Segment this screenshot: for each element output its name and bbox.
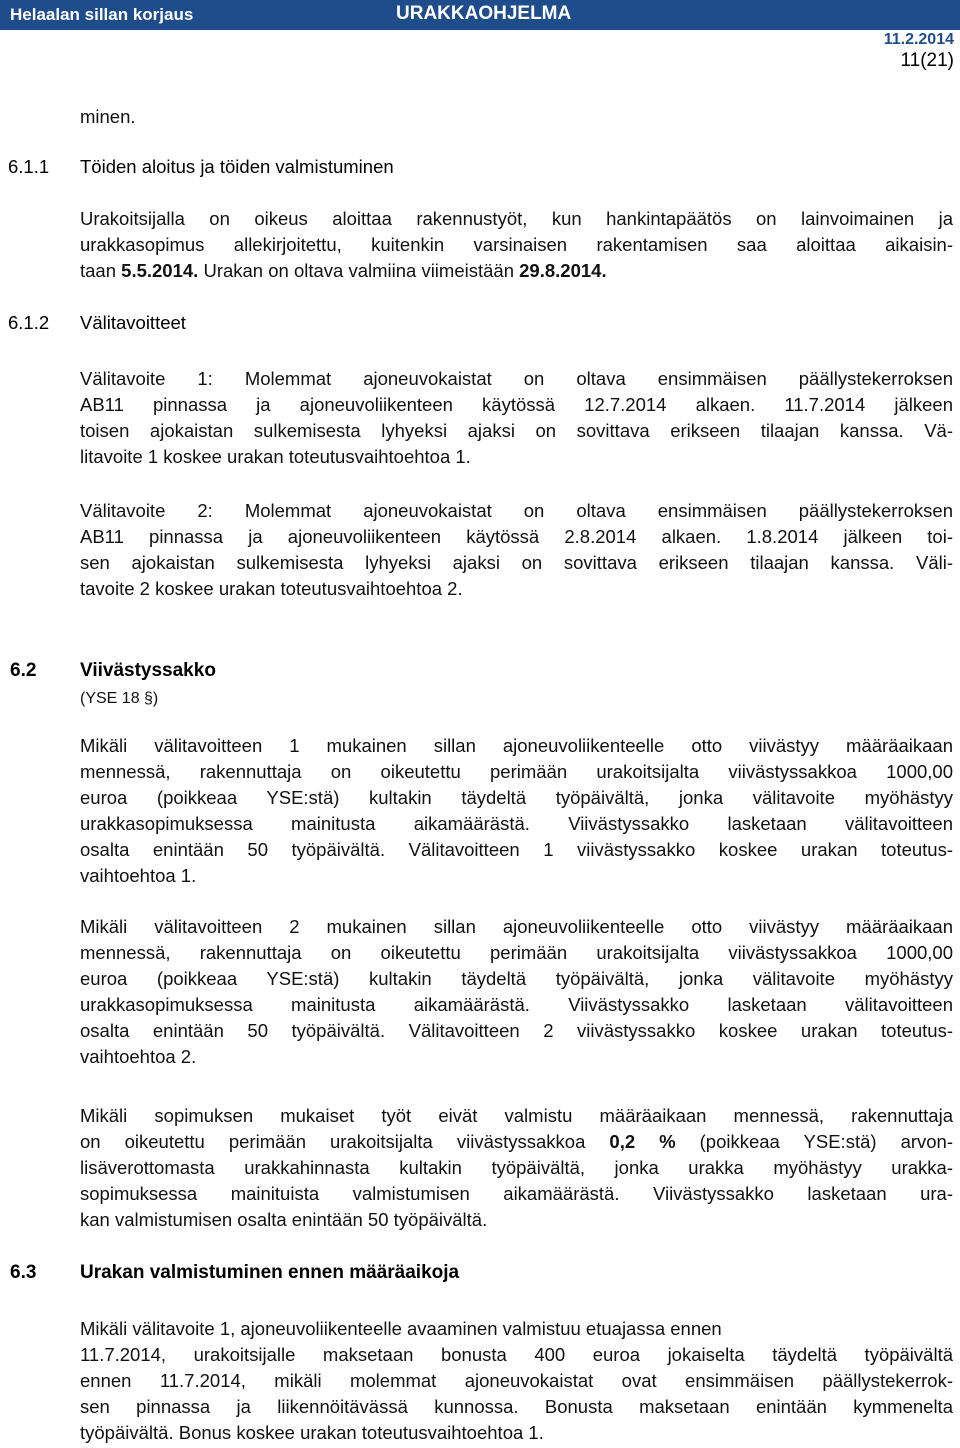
- section-number-6-1-1: 6.1.1: [8, 156, 50, 177]
- paragraph-milestone-1: [80, 366, 953, 470]
- text-line: tavoite 2 koskee urakan toteutusvaihtoehtoa 2.: [80, 578, 463, 599]
- text-line: Välitavoite 2: Molemmat ajoneuvokaistat on oltava ensimmäisen päällystekerroksen: [80, 500, 953, 521]
- text-line: Välitavoite 1: Molemmat ajoneuvokaistat on oltava ensimmäisen päällystekerroksen: [80, 368, 953, 389]
- text-line: kan valmistumisen osalta enintään 50 työpäivältä.: [80, 1209, 488, 1230]
- section-number-6-3: 6.3: [10, 1262, 37, 1283]
- header-date: 11.2.2014: [883, 31, 954, 48]
- text-line: urakkasopimuksessa mainitusta aikamäärästä. Viivästyssakko lasketaan välitavoitteen: [80, 813, 953, 834]
- header-page-number: 11(21): [900, 50, 954, 71]
- section-number-6-2: 6.2: [10, 660, 37, 681]
- text-line: vaihtoehtoa 1.: [80, 865, 197, 886]
- text-line: urakkasopimuksessa mainitusta aikamäärästä. Viivästyssakko lasketaan välitavoitteen: [80, 994, 953, 1015]
- text-line: toisen ajokaistan sulkemisesta lyhyeksi ajaksi on sovittava erikseen tilaajan kanssa. Vä-: [80, 420, 953, 441]
- page-header: [0, 0, 960, 30]
- text-line: mennessä, rakennuttaja on oikeutettu perimään urakoitsijalta viivästyssakkoa 1000,00: [80, 761, 953, 782]
- text-line: osalta enintään 50 työpäivältä. Välitavoitteen 2 viivästyssakko koskee urakan toteutus-: [80, 1020, 953, 1041]
- paragraph-bonus: [80, 1316, 953, 1446]
- text-line: osalta enintään 50 työpäivältä. Välitavoitteen 1 viivästyssakko koskee urakan toteutus-: [80, 839, 953, 860]
- penalty-rate: 0,2 %: [609, 1131, 676, 1152]
- paragraph-penalty-milestone-2: [80, 914, 953, 1070]
- text-line: mennessä, rakennuttaja on oikeutettu perimään urakoitsijalta viivästyssakkoa 1000,00: [80, 942, 953, 963]
- text-line: urakkasopimus allekirjoitettu, kuitenkin varsinaisen rakentamisen saa aloittaa aikaisin-: [80, 234, 953, 255]
- text-line: taan 5.5.2014. Urakan on oltava valmiina viimeistään 29.8.2014.: [80, 260, 607, 281]
- text-line: AB11 pinnassa ja ajoneuvoliikenteen käytössä 12.7.2014 alkaen. 11.7.2014 jälkeen: [80, 394, 953, 415]
- text-line: Mikäli välitavoite 1, ajoneuvoliikenteelle avaaminen valmistuu etuajassa ennen: [80, 1318, 722, 1339]
- text-line: lisäverottomasta urakkahinnasta kultakin työpäivältä, jonka urakka myöhästyy urakka-: [80, 1157, 953, 1178]
- section-reference: (YSE 18 §): [80, 690, 159, 707]
- section-title-6-3: Urakan valmistuminen ennen määräaikoja: [80, 1262, 460, 1283]
- completion-date: 29.8.2014.: [519, 260, 607, 281]
- header-project-name: Helaalan sillan korjaus: [10, 5, 194, 24]
- section-number-6-1-2: 6.1.2: [8, 312, 50, 333]
- paragraph-milestone-2: [80, 498, 953, 602]
- text-line: euroa (poikkeaa YSE:stä) kultakin täydeltä työpäivältä, jonka välitavoite myöhästyy: [80, 968, 953, 989]
- text-line: Urakoitsijalla on oikeus aloittaa rakennustyöt, kun hankintapäätös on lainvoimainen ja: [80, 208, 953, 229]
- text-line: on oikeutettu perimään urakoitsijalta viivästyssakkoa 0,2 % (poikkeaa YSE:stä) arvon-: [80, 1131, 954, 1152]
- text-line: litavoite 1 koskee urakan toteutusvaihtoehtoa 1.: [80, 446, 471, 467]
- section-title-6-1-2: Välitavoitteet: [80, 312, 186, 333]
- text-line: AB11 pinnassa ja ajoneuvoliikenteen käytössä 2.8.2014 alkaen. 1.8.2014 jälkeen toi-: [80, 526, 953, 547]
- text-line: Mikäli välitavoitteen 2 mukainen sillan ajoneuvoliikenteelle otto viivästyy määräaikaan: [80, 916, 953, 937]
- text-line: 11.7.2014, urakoitsijalle maksetaan bonusta 400 euroa jokaiselta täydeltä työpäivältä: [80, 1344, 953, 1365]
- paragraph-penalty-completion: [80, 1103, 953, 1233]
- text-line: vaihtoehtoa 2.: [80, 1046, 197, 1067]
- header-document-title: URAKKAOHJELMA: [396, 3, 572, 24]
- paragraph-penalty-milestone-1: [80, 733, 953, 889]
- text-line: sopimuksessa mainituista valmistumisen aikamäärästä. Viivästyssakko lasketaan ura-: [80, 1183, 953, 1204]
- section-title-6-2: Viivästyssakko: [80, 660, 216, 681]
- text-line: sen ajokaistan sulkemisesta lyhyeksi ajaksi on sovittava erikseen tilaajan kanssa. Väli-: [80, 552, 953, 573]
- text-line: ennen 11.7.2014, mikäli molemmat ajoneuvokaistat ovat ensimmäisen päällystekerrok-: [80, 1370, 953, 1391]
- text-line: työpäivältä. Bonus koskee urakan toteutusvaihtoehtoa 1.: [80, 1422, 544, 1443]
- text-line: sen pinnassa ja liikennöitävässä kunnossa. Bonusta maksetaan enintään kymmenelta: [80, 1396, 953, 1417]
- text-line: euroa (poikkeaa YSE:stä) kultakin täydeltä työpäivältä, jonka välitavoite myöhästyy: [80, 787, 953, 808]
- section-title-6-1-1: Töiden aloitus ja töiden valmistuminen: [80, 156, 394, 177]
- intro-continuation: minen.: [80, 106, 136, 127]
- text-line: Mikäli välitavoitteen 1 mukainen sillan ajoneuvoliikenteelle otto viivästyy määräaikaan: [80, 735, 953, 756]
- text-line: Mikäli sopimuksen mukaiset työt eivät valmistu määräaikaan mennessä, rakennuttaja: [80, 1105, 953, 1126]
- paragraph-start-conditions: [80, 206, 953, 284]
- start-date: 5.5.2014.: [121, 260, 199, 281]
